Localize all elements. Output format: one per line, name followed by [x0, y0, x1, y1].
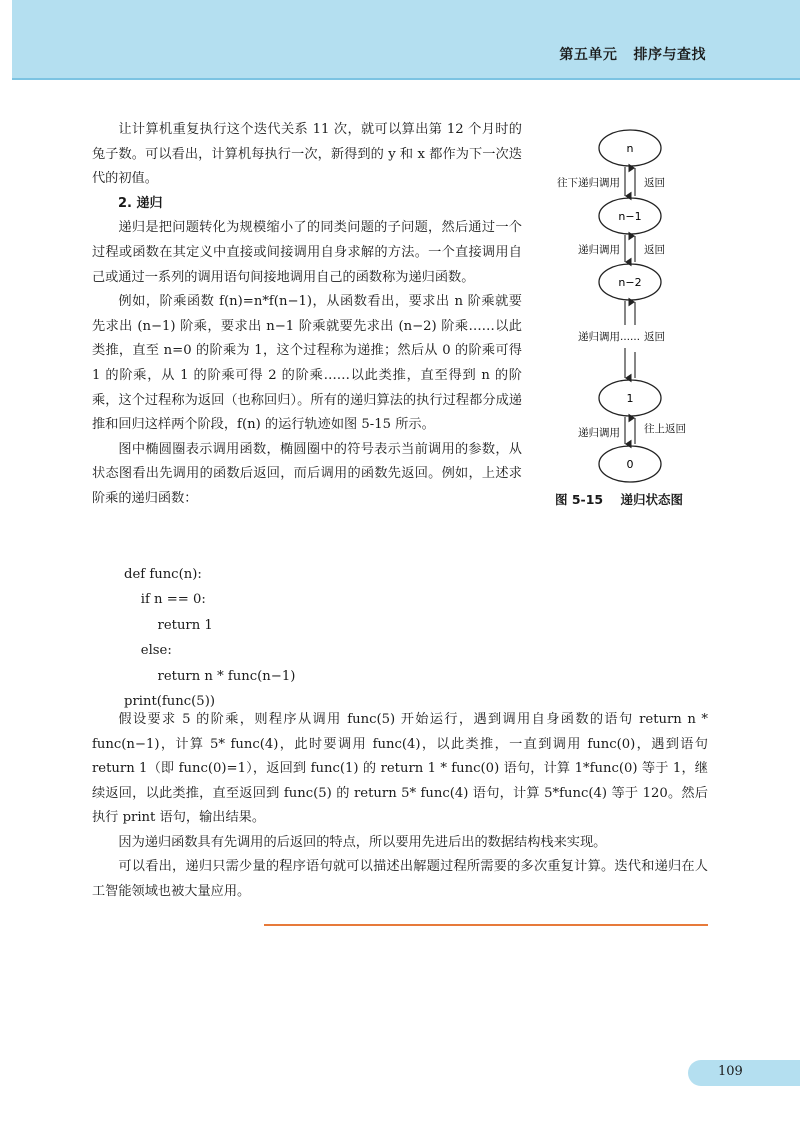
code-line: else: [124, 643, 172, 659]
page-number: 109 [718, 1064, 743, 1079]
paragraph-iteration: 让计算机重复执行这个迭代关系 11 次，就可以算出第 12 个月时的兔子数。可以看出，计算机每执行一次，新得到的 y 和 x 都作为下一次迭代的初值。 [92, 122, 522, 187]
paragraph-summary: 可以看出，递归只需少量的程序语句就可以描述出解题过程所需要的多次重复计算。迭代和递归在人工智能领域也被大量应用。 [92, 859, 708, 899]
node-label-n-1: n−1 [618, 210, 642, 223]
unit-title: 第五单元 排序与查找 [559, 47, 706, 63]
label-call: 递归调用 [578, 427, 620, 439]
paragraph-factorial-example: 例如，阶乘函数 f(n)=n*f(n−1)，从函数看出，要求出 n 阶乘就要先求出 (n−1) 阶乘，要求出 n−1 阶乘就要先求出 (n−2) 阶乘……以此类推，直至 n=0 的阶乘为 1，这个过程称为递推；然后从 0 的阶乘可得 1 的阶乘，从 1 的阶乘可得 2 的阶乘……以此类推，直至得到 n 的阶乘，这个过程称为返回（也称回归）。所有的递归算法的执行过程都分成递推和回归这样两个阶段，f(n) 的运行轨迹如图 5-15 所示。 [92, 294, 522, 433]
figure-caption: 图 5-15 递归状态图 [555, 492, 684, 507]
orange-divider [264, 924, 708, 926]
code-line: def func(n): [124, 567, 202, 582]
page-number-tab [688, 1060, 800, 1086]
label-return: 返回 [644, 331, 665, 343]
code-line: print(func(5)) [124, 694, 215, 710]
code-line: return 1 [124, 617, 213, 633]
header-band [12, 0, 800, 78]
paragraph-recursion-definition: 递归是把问题转化为规模缩小了的同类问题的子问题，然后通过一个过程或函数在其定义中直接或间接调用自身求解的方法。一个直接调用自己或通过一系列的调用语句间接地调用自己的函数称为递归函数。 [92, 220, 522, 285]
node-label-n-2: n−2 [618, 276, 642, 289]
label-return-up: 往上返回 [644, 423, 686, 435]
label-call: 递归调用 [578, 244, 620, 256]
label-call: 往下递归调用 [557, 177, 620, 189]
code-line: if n == 0: [124, 592, 206, 608]
section-heading-recursion: 2. 递归 [118, 195, 163, 211]
code-block [124, 562, 295, 714]
paragraph-execution-trace: 假设要求 5 的阶乘，则程序从调用 func(5) 开始运行，遇到调用自身函数的语句 return n * func(n−1)，计算 5* func(4)，此时要调用 func(4)，以此类推，一直到调用 func(0)，遇到语句 return 1（即 func(0)=1），返回到 func(1) 的 return 1 * func(0) 语句，计算 1*func(0) 等于 1，继续返回，以此类推，直至返回到 func(5) 的 return 5* func(4) 语句，计算 5*func(4) 等于 120。然后执行 print 语句，输出结果。 [92, 712, 708, 825]
left-column-text [92, 118, 522, 512]
code-line: return n * func(n−1) [124, 668, 296, 684]
full-width-text [92, 708, 708, 904]
recursion-state-diagram [532, 120, 732, 490]
node-label-1: 1 [626, 392, 634, 405]
paragraph-diagram-explanation: 图中椭圆圈表示调用函数，椭圆圈中的符号表示当前调用的参数，从状态图看出先调用的函数后返回，而后调用的函数先返回。例如，上述求阶乘的递归函数： [92, 441, 522, 506]
label-return: 返回 [644, 177, 665, 189]
paragraph-stack: 因为递归函数具有先调用的后返回的特点，所以要用先进后出的数据结构栈来实现。 [118, 834, 607, 850]
node-label-0: 0 [626, 458, 634, 471]
label-return: 返回 [644, 244, 665, 256]
diagram-svg [532, 120, 732, 490]
label-call: 递归调用 [578, 331, 620, 343]
header-divider [12, 78, 800, 80]
node-label-n: n [626, 142, 634, 155]
ellipsis-dots: …… [620, 332, 640, 343]
